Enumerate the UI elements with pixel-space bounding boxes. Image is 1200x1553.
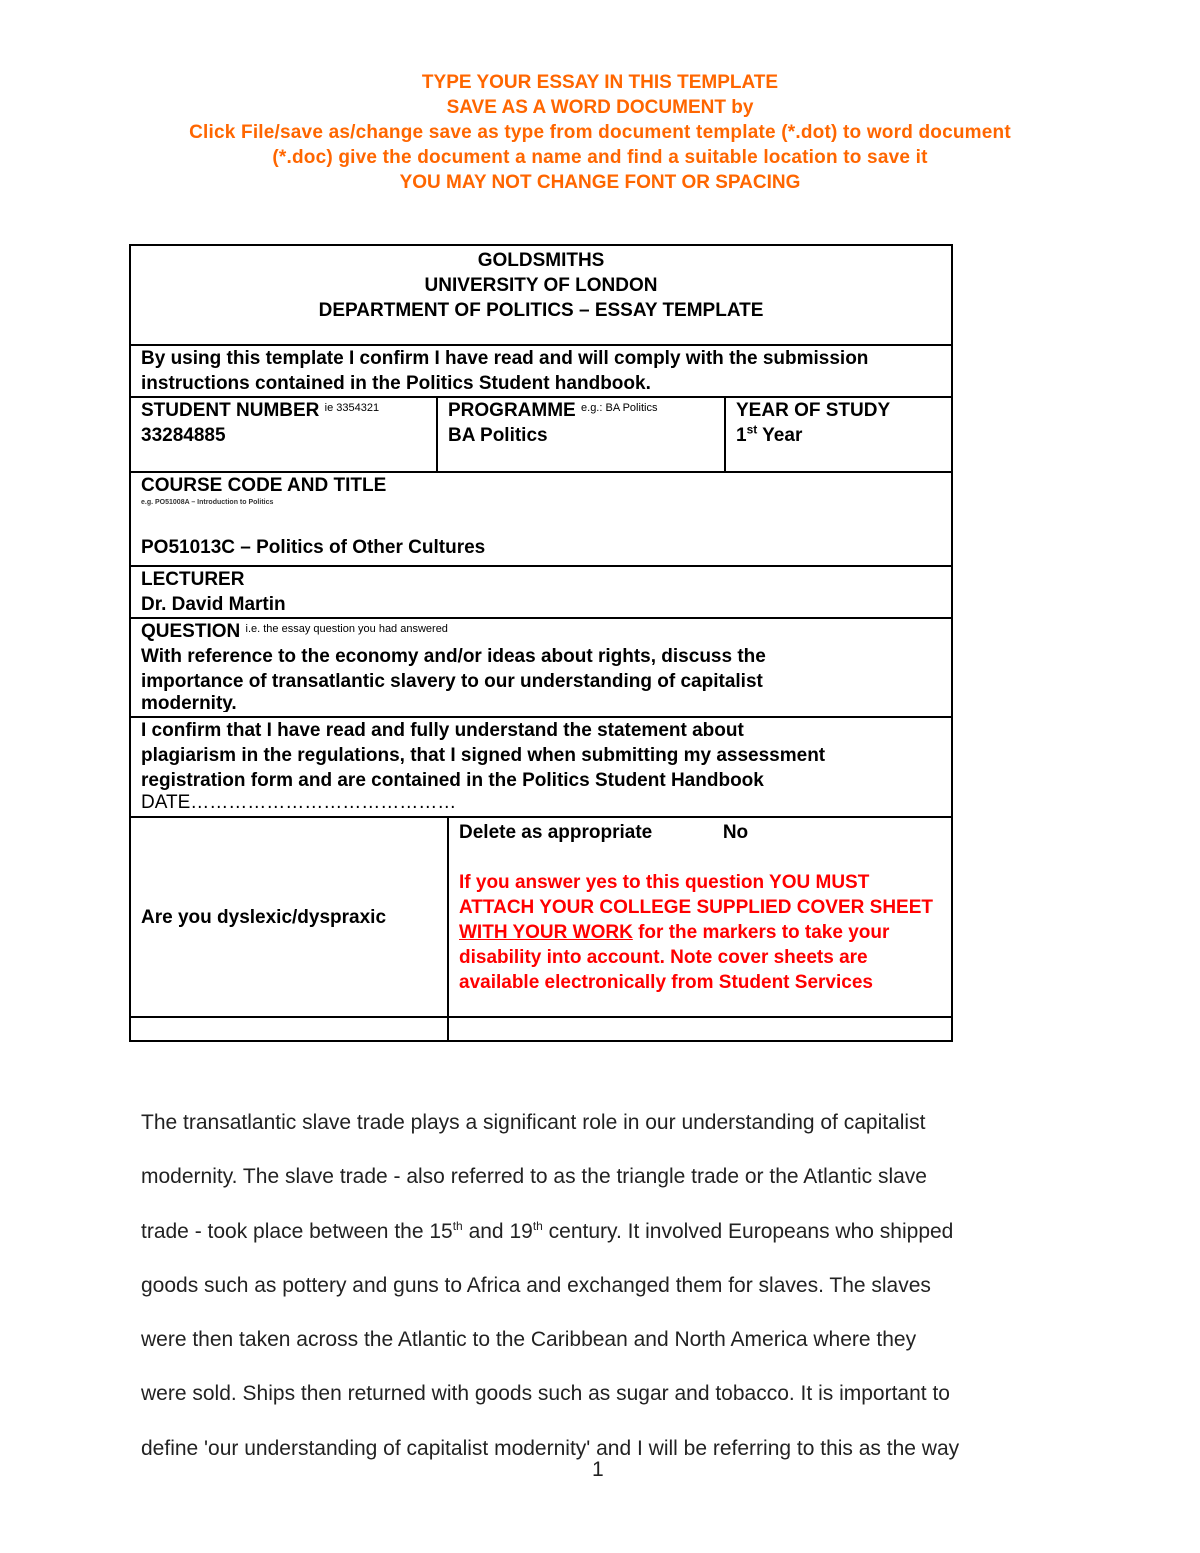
dyslexic-answer-cell[interactable] (448, 817, 952, 1017)
year-of-study-label: YEAR OF STUDY (736, 400, 891, 421)
programme-hint: e.g.: BA Politics (581, 402, 658, 414)
plagiarism-line-1: I confirm that I have read and fully understand the statement about (141, 720, 744, 741)
with-your-work-text: WITH YOUR WORK (459, 922, 633, 943)
delete-as-appropriate-label: Delete as appropriate (459, 822, 653, 843)
essay-line-5: were then taken across the Atlantic to the Caribbean and North America where they (141, 1328, 917, 1352)
question-hint: i.e. the essay question you had answered (245, 623, 448, 635)
student-number-value: 33284885 (141, 425, 226, 446)
essay-line-6: were sold. Ships then returned with goods such as sugar and tobacco. It is important to (141, 1382, 950, 1406)
template-instructions (100, 70, 1100, 195)
student-number-label: STUDENT NUMBER (141, 400, 320, 421)
plagiarism-line-2: plagiarism in the regulations, that I signed when submitting my assessment (141, 745, 826, 766)
instruction-line-3: Click File/save as/change save as type from document template (*.dot) to word document (189, 122, 1011, 143)
course-label: COURSE CODE AND TITLE (141, 475, 387, 496)
essay-line-2: modernity. The slave trade - also referred to as the triangle trade or the Atlantic slave (141, 1165, 927, 1189)
course-cell[interactable] (130, 472, 952, 566)
form-header (130, 245, 952, 345)
template-confirmation (130, 345, 952, 397)
lecturer-value: Dr. David Martin (141, 594, 286, 615)
plagiarism-cell[interactable] (130, 717, 952, 817)
course-hint: e.g. PO51008A – Introduction to Politics (141, 499, 274, 506)
dyslexic-question: Are you dyslexic/dyspraxic (141, 906, 387, 928)
dyslexic-question-cell (130, 817, 448, 1017)
page-number: 1 (592, 1458, 604, 1481)
question-cell[interactable] (130, 618, 952, 717)
student-number-cell[interactable] (130, 397, 437, 472)
department-title: DEPARTMENT OF POLITICS – ESSAY TEMPLATE (318, 300, 764, 321)
dyslexic-answer[interactable]: No (722, 822, 749, 843)
essay-line-4: goods such as pottery and guns to Africa and exchanged them for slaves. The slaves (141, 1273, 931, 1297)
question-line-3: modernity. (141, 694, 237, 712)
essay-line-1: The transatlantic slave trade plays a significant role in our understanding of capitalist (141, 1111, 926, 1134)
disability-warning: If you answer yes to this question YOU MUST ATTACH YOUR COLLEGE SUPPLIED COVER SHEET WITH YOUR WORK for the markers to take your disability into account. Note cover sheets are available electronically from Student Services (459, 872, 933, 993)
question-line-2: importance of transatlantic slavery to our understanding of capitalist (141, 671, 763, 692)
programme-label: PROGRAMME (448, 400, 576, 421)
empty-cell-right (448, 1017, 952, 1041)
empty-cell-left (130, 1017, 448, 1041)
instruction-line-4: (*.doc) give the document a name and find a suitable location to save it (272, 147, 928, 168)
instruction-line-5: YOU MAY NOT CHANGE FONT OR SPACING (399, 172, 801, 193)
programme-value: BA Politics (448, 425, 548, 446)
date-field[interactable]: DATE…………………………………… (141, 792, 457, 813)
essay-line-3: trade - took place between the 15th and 19th century. It involved Europeans who shipped (141, 1218, 954, 1243)
essay-cover-form (129, 244, 953, 1042)
programme-cell[interactable] (437, 397, 725, 472)
plagiarism-line-3: registration form and are contained in the Politics Student Handbook (141, 770, 764, 791)
student-number-hint: ie 3354321 (324, 402, 380, 414)
instruction-line-2: SAVE AS A WORD DOCUMENT by (446, 97, 754, 118)
question-label: QUESTION (141, 621, 241, 642)
question-line-1: With reference to the economy and/or ideas about rights, discuss the (141, 646, 766, 667)
year-of-study-cell[interactable] (725, 397, 952, 472)
essay-body (141, 1096, 1071, 1476)
instruction-line-1: TYPE YOUR ESSAY IN THIS TEMPLATE (421, 72, 779, 93)
lecturer-label: LECTURER (141, 569, 245, 590)
lecturer-cell[interactable] (130, 566, 952, 618)
org-name: GOLDSMITHS (477, 250, 605, 271)
essay-line-7: define 'our understanding of capitalist modernity' and I will be referring to this as the way (141, 1436, 960, 1460)
year-of-study-value: 1st Year (736, 422, 803, 446)
university-name: UNIVERSITY OF LONDON (424, 275, 658, 296)
course-value: PO51013C – Politics of Other Cultures (141, 537, 486, 558)
template-confirmation-text: By using this template I confirm I have read and will comply with the submission instructions contained in the Politics Student handbook. (141, 348, 869, 394)
